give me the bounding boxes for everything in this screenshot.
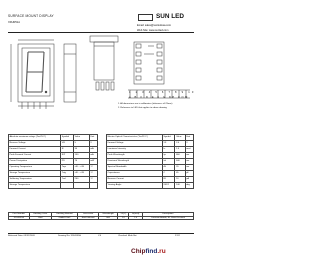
pin-letter: A <box>129 96 133 99</box>
table-cell: IR <box>162 177 175 183</box>
contact-website: Web Site: www.sunled.com <box>137 29 169 32</box>
version: V.4 <box>98 235 102 237</box>
table-header: Unit <box>185 135 193 141</box>
table-cell: nm <box>185 165 193 171</box>
table-cell: 2.0 <box>118 216 129 220</box>
table-cell: GaAsP/GaP <box>52 216 78 220</box>
table-cell: Common Anode, Rt. Hand Decimal <box>142 216 193 220</box>
table-header: Symbol <box>61 135 74 141</box>
table-cell <box>74 183 90 189</box>
table-header: Electro-Optical Characteristics (Ta=25°C) <box>107 135 163 141</box>
table-row <box>9 216 194 220</box>
table-row <box>9 183 98 189</box>
table-cell: Reverse Voltage <box>9 141 61 147</box>
table-cell: 1.4 <box>129 216 142 220</box>
note-2: 2. Reference to LED that applies to above drawing <box>118 107 167 109</box>
table-cell: Red <box>29 216 51 220</box>
sunled-logo-icon <box>138 14 153 21</box>
table-cell: PD <box>61 159 74 165</box>
table-cell <box>89 183 97 189</box>
table-cell: mcd <box>185 147 193 153</box>
table-cell: VR <box>61 141 74 147</box>
table-header: Value <box>175 135 185 141</box>
pin-number: 2 <box>135 91 140 94</box>
part-number: XDUR51A <box>8 21 20 24</box>
pin-letter: E <box>151 96 156 99</box>
pin-number: 9 <box>181 91 186 94</box>
table-cell: °C <box>89 165 97 171</box>
table-cell: Peak Forward Current <box>9 153 61 159</box>
table-cell: 70 <box>74 159 90 165</box>
chipfind-watermark <box>131 248 166 255</box>
table-cell: 5 <box>74 141 90 147</box>
table-cell: Luminous Intensity <box>107 147 163 153</box>
table-cell: Iv <box>162 147 175 153</box>
pin-letter: F <box>157 96 161 99</box>
table-cell: 1.4 <box>175 147 185 153</box>
table-cell: Tstg <box>61 171 74 177</box>
table-cell: mA <box>89 147 97 153</box>
table-row <box>107 183 194 189</box>
watermark-part: .ru <box>157 248 166 255</box>
absolute-max-ratings-table <box>8 134 98 189</box>
table-cell: 640 <box>175 159 185 165</box>
table-cell: XDUR51A <box>9 216 30 220</box>
table-cell: VF <box>162 141 175 147</box>
table-cell: Forward Voltage <box>107 141 163 147</box>
table-cell: Tsol <box>61 177 74 183</box>
part-selection-table <box>8 212 194 220</box>
table-cell: °C <box>89 171 97 177</box>
watermark-part: Chip <box>131 248 146 255</box>
pin-number: 7 <box>168 91 173 94</box>
table-cell: 150 <box>74 153 90 159</box>
checked-by: Checked: Mark Bai <box>118 235 137 237</box>
page-number: P.1/2 <box>175 235 180 237</box>
table-cell: C <box>162 171 175 177</box>
table-header: VF(V) <box>118 213 129 217</box>
table-cell <box>61 183 74 189</box>
pin-numbers-row <box>129 91 196 94</box>
table-cell: pF <box>185 171 193 177</box>
table-cell: Topr <box>61 165 74 171</box>
table-cell: Storage Temperature <box>9 183 61 189</box>
table-header: Part Number <box>9 213 30 217</box>
table-cell: V <box>185 141 193 147</box>
pin-letter: G <box>163 96 167 99</box>
table-cell: μA <box>185 177 193 183</box>
pin-letter: COM <box>178 96 189 99</box>
pin-number: 4 <box>148 91 153 94</box>
brand-name: SUN LED <box>156 13 185 20</box>
pin-number: 5 <box>155 91 159 94</box>
table-header: Emitting Color <box>29 213 51 217</box>
pin-letter: C <box>140 96 144 99</box>
table-cell: Red Diffused <box>78 216 99 220</box>
table-header: Absolute maximum ratings (Ta=25°C) <box>9 135 61 141</box>
table-cell: Dominant Wavelength <box>107 159 163 165</box>
pin-letter: D <box>146 96 150 99</box>
table-cell: 660 <box>175 153 185 159</box>
table-header: Emitting Material <box>52 213 78 217</box>
table-cell: Viewing Angle <box>107 183 163 189</box>
footer-divider <box>8 233 194 234</box>
pin-number: 6 <box>161 91 166 94</box>
pin-number: 8 <box>175 91 179 94</box>
table-cell: IF <box>61 147 74 153</box>
table-cell: mA <box>89 153 97 159</box>
table-cell: 10 <box>175 177 185 183</box>
drawing-number: Drawing No: XDUR51A <box>58 235 81 237</box>
pin-letters-row <box>129 96 189 99</box>
table-cell: Soldering Temperature <box>9 177 61 183</box>
table-cell: -40 ~ +85 <box>74 165 90 171</box>
table-cell: λd <box>162 159 175 165</box>
table-cell: Capacitance <box>107 171 163 177</box>
table-header: Description <box>142 213 193 217</box>
table-cell: Reverse Current <box>107 177 163 183</box>
table-cell: 20 <box>175 165 185 171</box>
note-1: 1. All dimensions are in millimeters (tolerance ±0.25mm) <box>118 103 173 105</box>
table-cell: Δλ <box>162 165 175 171</box>
table-cell: λp <box>162 153 175 159</box>
pin-letter: DP <box>168 96 176 99</box>
table-cell: 2θ1/2 <box>162 183 175 189</box>
pin-number: 3 <box>142 91 146 94</box>
table-cell: 260 <box>74 177 90 183</box>
table-cell: Forward Current <box>9 147 61 153</box>
table-cell: IFP <box>61 153 74 159</box>
table-cell: Spectral Bandwidth <box>107 165 163 171</box>
table-cell: V <box>89 141 97 147</box>
header-divider <box>8 32 194 33</box>
table-cell: nm <box>185 159 193 165</box>
electro-optical-table <box>106 134 194 189</box>
table-cell: Power Dissipation <box>9 159 61 165</box>
released-date: Released Date: 03/31/2003 <box>8 235 35 237</box>
table-cell: mW <box>89 159 97 165</box>
watermark-part: find <box>145 248 158 255</box>
table-header: Iv(mcd) <box>129 213 142 217</box>
table-cell: 45 <box>175 171 185 177</box>
table-header: Value <box>74 135 90 141</box>
document-title: SURFACE MOUNT DISPLAY <box>8 14 54 18</box>
table-cell: Peak Wavelength <box>107 153 163 159</box>
table-cell: Operating Temperature <box>9 165 61 171</box>
table-cell: 660 <box>99 216 118 220</box>
table-cell: deg <box>185 183 193 189</box>
table-cell: 2.0 <box>175 141 185 147</box>
pin-number: 10 <box>188 91 196 94</box>
table-cell: 140 <box>175 183 185 189</box>
table-header: Symbol <box>162 135 175 141</box>
contact-email: Email: sales@sunledusa.com <box>137 24 172 27</box>
table-cell: -40 ~ +85 <box>74 171 90 177</box>
table-cell: Storage Temperature <box>9 171 61 177</box>
table-cell: °C <box>89 177 97 183</box>
table-header: Unit <box>89 135 97 141</box>
table-cell: nm <box>185 153 193 159</box>
pin-number: 1 <box>129 91 133 94</box>
pin-letter: B <box>134 96 138 99</box>
table-cell: 30 <box>74 147 90 153</box>
table-header: Wavelength <box>99 213 118 217</box>
table-header: Lens-color <box>78 213 99 217</box>
